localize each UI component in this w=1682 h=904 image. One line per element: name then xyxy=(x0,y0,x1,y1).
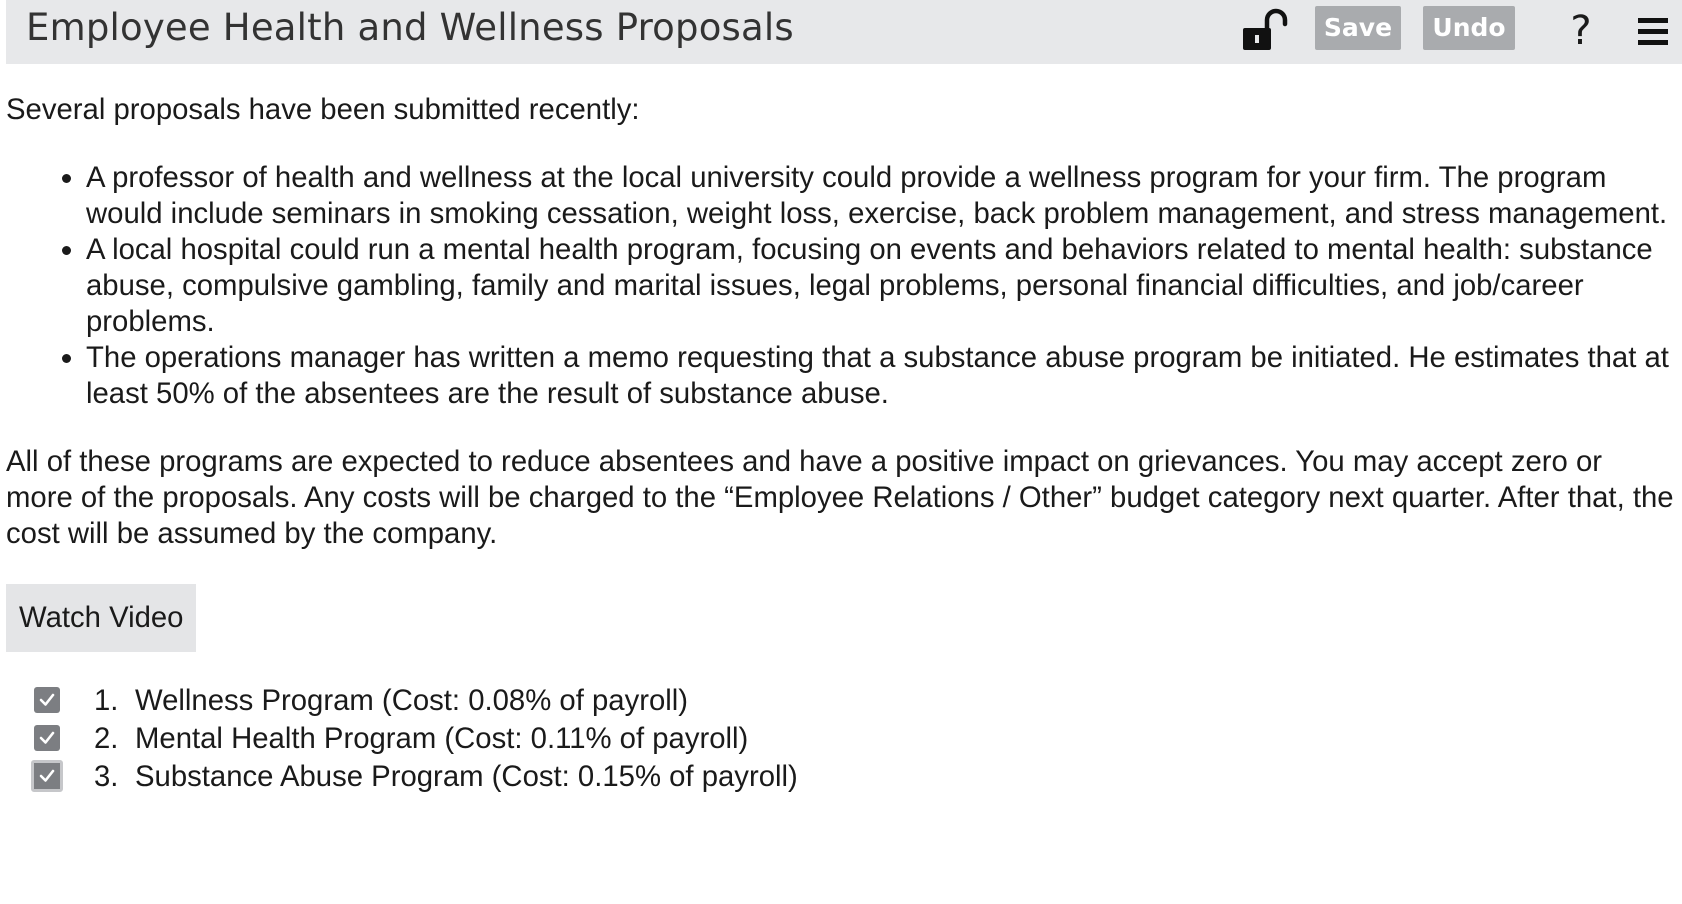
option-number: 3. xyxy=(94,760,119,793)
proposal-item: • The operations manager has written a memo requesting that a substance abuse program be initiated. He estimates that at least 50% of the absentees are the result of substance abuse. xyxy=(86,340,1676,412)
program-option xyxy=(6,758,1676,796)
help-button[interactable]: ? xyxy=(1570,8,1592,54)
program-option xyxy=(6,720,1676,758)
undo-button[interactable]: Undo xyxy=(1423,6,1515,50)
mental-health-program-checkbox[interactable] xyxy=(34,725,60,751)
option-label[interactable]: Substance Abuse Program (Cost: 0.15% of payroll) xyxy=(135,760,798,793)
proposal-item: • A local hospital could run a mental health program, focusing on events and behaviors related to mental health: substance abuse, compulsive gambling, family and marital issues, legal problems, personal financial difficulties, and job/career problems. xyxy=(86,232,1676,340)
wellness-program-checkbox[interactable] xyxy=(34,687,60,713)
hamburger-menu-icon[interactable] xyxy=(1636,14,1672,50)
summary-text: All of these programs are expected to reduce absentees and have a positive impact on grievances. You may accept zero or more of the proposals. Any costs will be charged to the “Employee Relations / Other” budget category next quarter. After that, the cost will be assumed by the company. xyxy=(6,445,1674,550)
option-number: 2. xyxy=(94,722,119,755)
proposal-list xyxy=(6,160,1676,412)
program-options xyxy=(6,682,1676,796)
proposal-item: • A professor of health and wellness at the local university could provide a wellness program for your firm. The program would include seminars in smoking cessation, weight loss, exercise, back problem management, and stress management. xyxy=(86,160,1676,232)
page-title: Employee Health and Wellness Proposals xyxy=(26,6,794,49)
watch-video-button[interactable]: Watch Video xyxy=(6,584,196,652)
intro-text: Several proposals have been submitted recently: xyxy=(6,93,640,126)
option-label[interactable]: Mental Health Program (Cost: 0.11% of payroll) xyxy=(135,722,749,755)
option-number: 1. xyxy=(94,684,119,717)
unlocked-padlock-icon[interactable] xyxy=(1239,6,1291,54)
program-option xyxy=(6,682,1676,720)
option-label[interactable]: Wellness Program (Cost: 0.08% of payroll) xyxy=(135,684,689,717)
header-bar xyxy=(6,0,1682,64)
main-content xyxy=(6,92,1676,796)
save-button[interactable]: Save xyxy=(1315,6,1401,50)
substance-abuse-program-checkbox[interactable] xyxy=(31,760,63,792)
